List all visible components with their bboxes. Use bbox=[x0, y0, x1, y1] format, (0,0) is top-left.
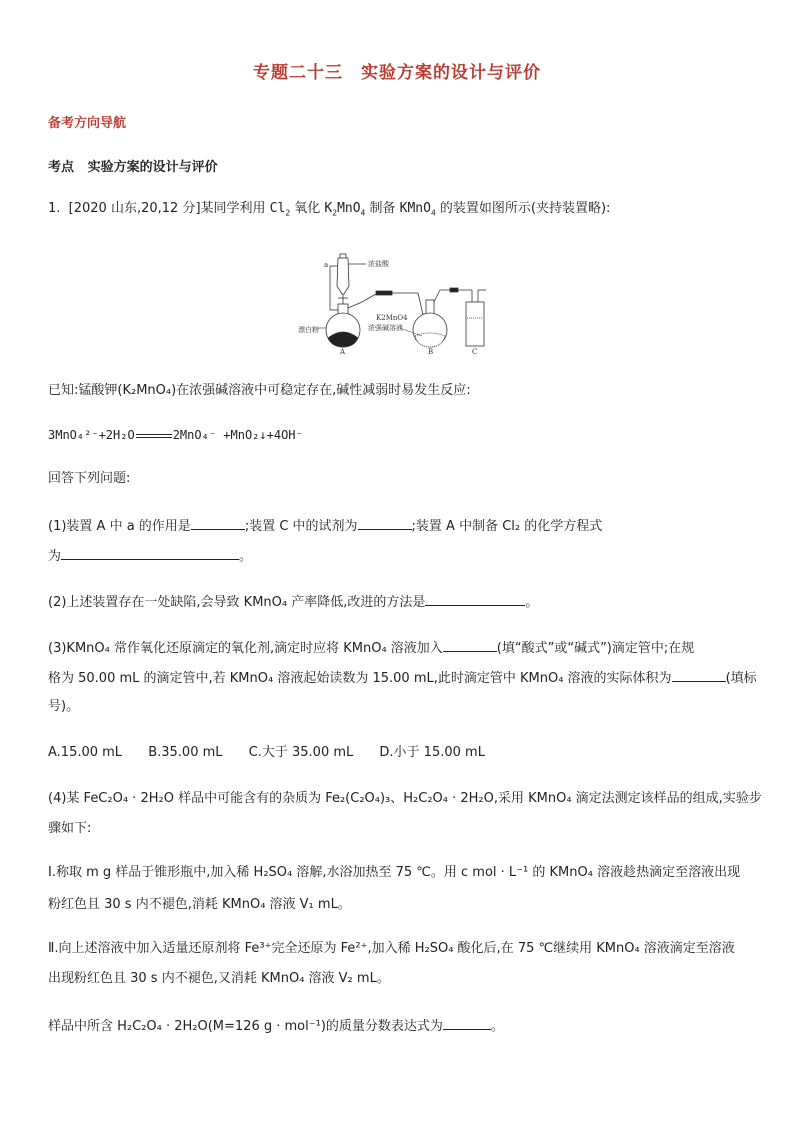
step-2-line-2: 出现粉红色且 30 s 内不褪色,又消耗 KMnO₄ 溶液 V₂ mL。 bbox=[48, 971, 390, 986]
answer-blank[interactable] bbox=[443, 638, 497, 652]
part-4-line-2: 骤如下: bbox=[48, 821, 92, 836]
label-A: A bbox=[340, 348, 346, 356]
option-b[interactable]: B.35.00 mL bbox=[148, 745, 223, 760]
part-3-line-3: 号)。 bbox=[48, 699, 80, 714]
stem-text: 制备 bbox=[365, 201, 400, 216]
label-k2mno4: K2MnO4 bbox=[376, 314, 408, 322]
final-question bbox=[48, 1016, 746, 1036]
label-conc-hcl: 浓盐酸 bbox=[368, 260, 389, 268]
kaodian-label: 考点 bbox=[48, 160, 75, 175]
part-text: (填“酸式”或“碱式”)滴定管中;在规 bbox=[496, 641, 695, 656]
label-bleach: 漂白粉 bbox=[298, 326, 319, 334]
part-1-line-2 bbox=[48, 546, 746, 566]
cl2-formula: $Cl_2$ bbox=[269, 201, 291, 218]
part-1-line-1 bbox=[48, 516, 746, 536]
answer-blank[interactable] bbox=[61, 546, 239, 560]
answer-blank[interactable] bbox=[672, 668, 726, 682]
label-B: B bbox=[428, 348, 434, 356]
part-4-line-1: (4)某 FeC₂O₄ · 2H₂O 样品中可能含有的杂质为 Fe₂(C₂O₄)₃、H₂C₂O₄ · 2H₂O,采用 KMnO₄ 滴定法测定该样品的组成,实验步 bbox=[48, 791, 762, 806]
part-3-line-1 bbox=[48, 638, 746, 658]
part-text: ;装置 A 中制备 Cl₂ 的化学方程式 bbox=[411, 519, 603, 534]
stem-text: 的装置如图所示(夹持装置略): bbox=[435, 201, 611, 216]
kmno4-formula: KMnO$_4$ bbox=[399, 201, 436, 218]
equation-right: 2MnO₄⁻ +MnO₂↓+4OH⁻ bbox=[172, 428, 303, 442]
part-text: 。 bbox=[525, 595, 539, 610]
answer-prompt: 回答下列问题: bbox=[48, 471, 131, 486]
part-text: (1)装置 A 中 a 的作用是 bbox=[48, 519, 191, 534]
part-text: 。 bbox=[490, 1019, 504, 1034]
part-text: (填标 bbox=[725, 671, 757, 686]
label-a: a bbox=[324, 261, 329, 269]
step-1-line-2: 粉红色且 30 s 内不褪色,消耗 KMnO₄ 溶液 V₁ mL。 bbox=[48, 897, 351, 912]
part-text: 为 bbox=[48, 549, 62, 564]
option-d[interactable]: D.小于 15.00 mL bbox=[379, 745, 485, 760]
answer-blank[interactable] bbox=[358, 516, 412, 530]
step-2-line-1: Ⅱ.向上述溶液中加入适量还原剂将 Fe³⁺完全还原为 Fe²⁺,加入稀 H₂SO₄ 酸化后,在 75 ℃继续用 KMnO₄ 溶液滴定至溶液 bbox=[48, 941, 735, 956]
flask-a bbox=[326, 302, 362, 347]
option-a[interactable]: A.15.00 mL bbox=[48, 745, 123, 760]
part-text: (2)上述装置存在一处缺陷,会导致 KMnO₄ 产率降低,改进的方法是 bbox=[48, 595, 426, 610]
page-title: 专题二十三 实验方案的设计与评价 bbox=[253, 63, 541, 83]
part-text: 格为 50.00 mL 的滴定管中,若 KMnO₄ 溶液起始读数为 15.00 mL,此时滴定管中 KMnO₄ 溶液的实际体积为 bbox=[48, 671, 672, 686]
bottle-c bbox=[450, 288, 486, 346]
kaodian-name: 实验方案的设计与评价 bbox=[87, 160, 218, 175]
part-text: ;装置 C 中的试剂为 bbox=[244, 519, 358, 534]
known-statement: 已知:锰酸钾(K₂MnO₄)在浓强碱溶液中可稳定存在,碱性减弱时易发生反应: bbox=[48, 383, 471, 398]
answer-blank[interactable] bbox=[443, 1016, 491, 1030]
label-strong-base: 浓强碱溶液 bbox=[368, 324, 403, 332]
separatory-funnel bbox=[330, 254, 366, 310]
answer-blank[interactable] bbox=[425, 592, 525, 606]
equation-left: 3MnO₄²⁻+2H₂O bbox=[48, 428, 135, 442]
stem-text: 氧化 bbox=[290, 201, 325, 216]
part-text: (3)KMnO₄ 常作氧化还原滴定的氧化剂,滴定时应将 KMnO₄ 溶液加入 bbox=[48, 641, 443, 656]
apparatus-figure bbox=[298, 246, 492, 356]
flask-b bbox=[413, 290, 472, 347]
question-number: 1. bbox=[48, 201, 61, 216]
label-C: C bbox=[472, 348, 478, 356]
k2mno4-formula: $K_2MnO_4$ bbox=[324, 201, 366, 218]
question-1-stem bbox=[48, 200, 746, 223]
reaction-equation bbox=[48, 426, 746, 444]
part-3-line-2 bbox=[48, 668, 757, 688]
option-c[interactable]: C.大于 35.00 mL bbox=[248, 745, 354, 760]
kaodian-heading bbox=[48, 156, 218, 175]
stem-text: 某同学利用 bbox=[200, 201, 270, 216]
equals-sign bbox=[136, 434, 172, 438]
part-2 bbox=[48, 592, 746, 612]
question-source: [2020 山东,20,12 分] bbox=[68, 201, 201, 216]
step-1-line-1: Ⅰ.称取 m g 样品于锥形瓶中,加入稀 H₂SO₄ 溶解,水浴加热至 75 ℃。用 c mol · L⁻¹ 的 KMnO₄ 溶液趁热滴定至溶液出现 bbox=[48, 865, 741, 880]
part-text: 。 bbox=[239, 549, 253, 564]
part-text: 样品中所含 H₂C₂O₄ · 2H₂O(M=126 g · mol⁻¹)的质量分数表达式为 bbox=[48, 1019, 443, 1034]
options-row bbox=[48, 744, 746, 762]
answer-blank[interactable] bbox=[191, 516, 245, 530]
nav-heading: 备考方向导航 bbox=[48, 116, 127, 131]
